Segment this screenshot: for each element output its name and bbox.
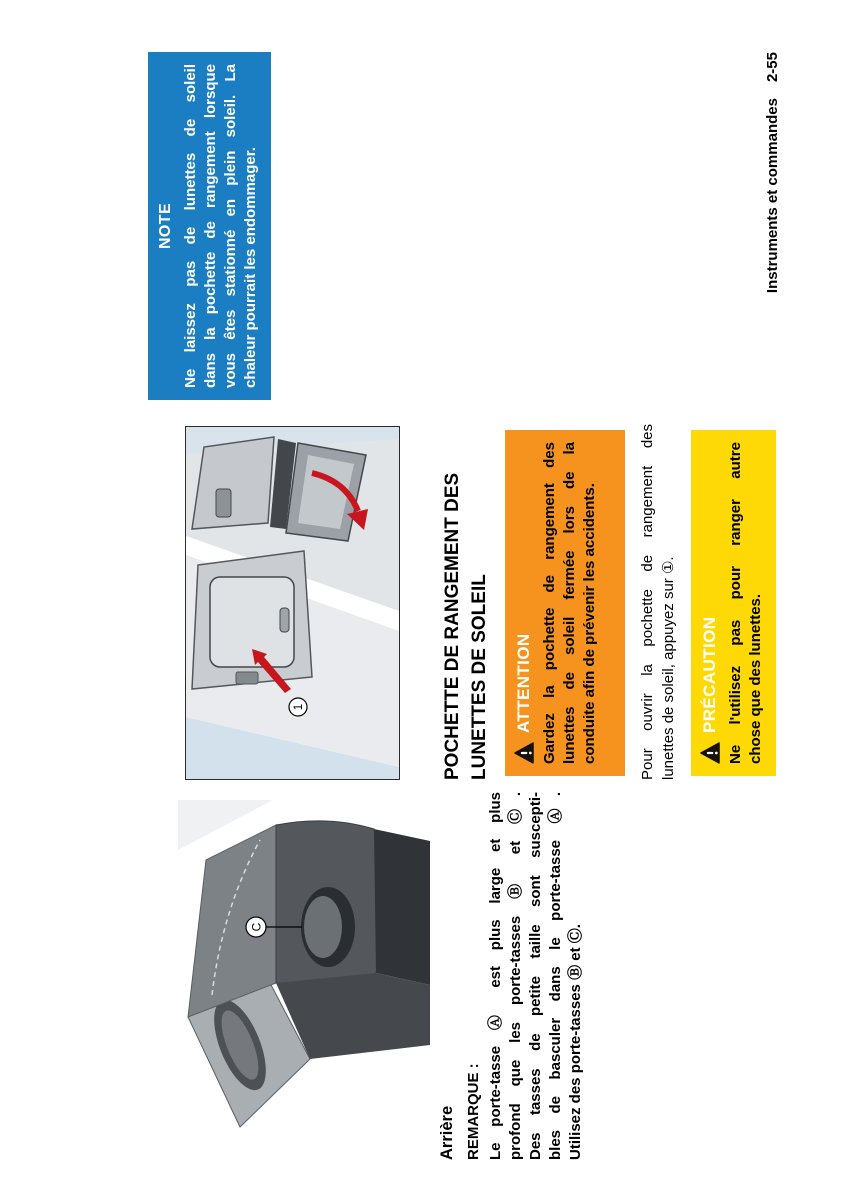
- sunglasses-illustration-svg: [186, 427, 399, 779]
- attention-title: ATTENTION: [514, 633, 533, 733]
- console-switch-left: [236, 672, 258, 684]
- rear-section: [437, 792, 586, 1160]
- page-number: 2-55: [764, 52, 781, 83]
- console-base: [374, 829, 430, 985]
- footer: [764, 52, 781, 293]
- cupholder-inner: [304, 896, 342, 958]
- remark-body: Le porte-tasse Ⓐ est plus large et plus profond que les porte-tasses Ⓑ et Ⓒ. Des tasses de petite taille sont suscepti- bles de basculer dans le porte-tasse Ⓐ. Utilisez des porte-tasses Ⓑ et Ⓒ.: [487, 792, 584, 1160]
- callout-1-label: 1: [293, 703, 305, 711]
- section-heading-sunglasses: POCHETTE DE RANGEMENT DES LUNETTES DE SOLEIL: [442, 472, 490, 780]
- rear-console-illustration-svg: [178, 800, 430, 1145]
- attention-header: [514, 442, 534, 764]
- warning-icon: [700, 742, 720, 764]
- precaution-body: Ne l'utilisez pas pour ranger autre chose que des lunettes.: [727, 442, 764, 764]
- footer-section-title: Instruments et commandes: [764, 98, 781, 294]
- callout-1-badge: [289, 698, 307, 716]
- overhead-console-open: [192, 437, 274, 529]
- precaution-box: [691, 430, 776, 776]
- console-switch-right: [216, 489, 231, 517]
- note-box: [148, 52, 271, 400]
- pocket-latch: [280, 608, 289, 632]
- note-body: Ne laissez pas de lunettes de soleil dans la pochette de rangement lorsque vous êtes stationné en plein soleil. La chaleur pourrait les endommager.: [182, 64, 259, 388]
- sunglasses-pocket-illustration: [185, 426, 400, 780]
- precaution-header: [700, 442, 720, 764]
- rear-console-illustration: [178, 800, 430, 1145]
- attention-box: [505, 430, 625, 776]
- note-title: NOTE: [157, 202, 174, 250]
- remark-label: REMARQUE :: [465, 1063, 482, 1160]
- sunglasses-instructions: Pour ouvrir la pochette de rangement des lunettes de soleil, appuyez sur ①.: [639, 424, 677, 780]
- callout-c-badge: [246, 917, 266, 937]
- warning-icon: [514, 742, 534, 764]
- rear-heading: Arrière: [438, 1105, 456, 1160]
- precaution-title: PRÉCAUTION: [700, 616, 719, 733]
- callout-c-label: C: [249, 922, 264, 932]
- attention-body: Gardez la pochette de rangement des lunettes de soleil fermée lors de la conduite afin de prévenir les accidents.: [541, 442, 598, 764]
